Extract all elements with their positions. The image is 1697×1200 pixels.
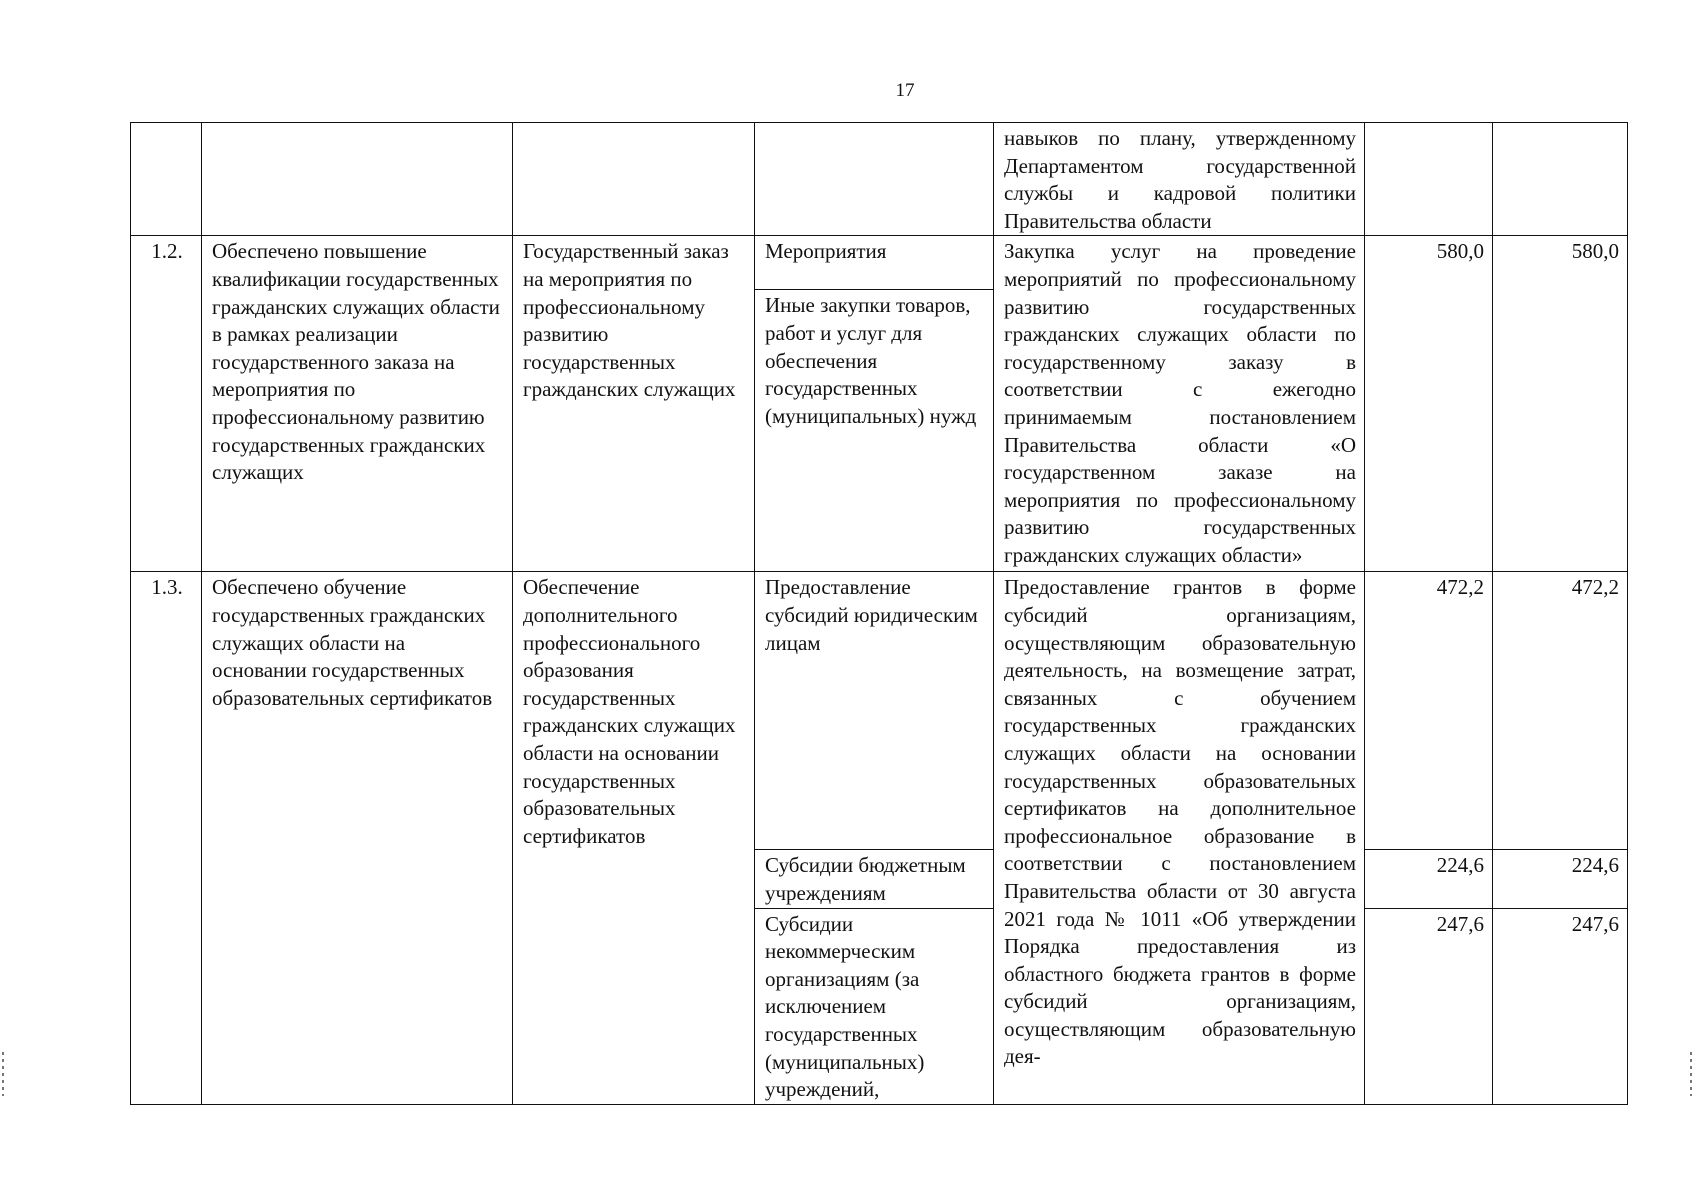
value-cell: 247,6	[1365, 908, 1493, 1104]
table-row	[131, 123, 1628, 236]
value-cell	[1493, 123, 1628, 236]
page-number: 17	[895, 80, 915, 101]
measure-cell: Государственный заказ на мероприятия по профессиональному развитию государственных гражданских служащих	[513, 236, 755, 572]
table-row	[131, 236, 1628, 290]
result-cell: Обеспечено обучение государственных гражданских служащих области на основании государственных образовательных сертификатов	[202, 572, 513, 1104]
scan-edge-mark-left	[2, 1052, 4, 1096]
value-cell	[1365, 123, 1493, 236]
measure-cell	[513, 123, 755, 236]
value-cell: 580,0	[1365, 236, 1493, 572]
value-cell: 224,6	[1493, 850, 1628, 908]
type-cell	[755, 123, 994, 236]
row-number: 1.3.	[131, 572, 202, 1104]
num-cell	[131, 123, 202, 236]
type-cell: Предоставление субсидий юридическим лицам	[755, 572, 994, 850]
value-cell: 580,0	[1493, 236, 1628, 572]
description-cell: навыков по плану, утвержденному Департаментом государственной службы и кадровой политики Правительства области	[994, 123, 1365, 236]
program-table	[130, 122, 1628, 1105]
scan-edge-mark-right	[1690, 1052, 1692, 1096]
measure-cell: Обеспечение дополнительного профессионального образования государственных гражданских служащих области на основании государственных образовательных сертификатов	[513, 572, 755, 1104]
result-cell	[202, 123, 513, 236]
description-cell: Закупка услуг на проведение мероприятий по профессиональному развитию государственных гражданских служащих области по государственному заказу в соответствии с ежегодно принимаемым постановлением Правительства области «О государственном заказе на мероприятия по профессиональному развитию государственных гражданских служащих области»	[994, 236, 1365, 572]
type-cell: Иные закупки товаров, работ и услуг для обеспечения государственных (муниципальных) нужд	[755, 290, 994, 572]
value-cell: 224,6	[1365, 850, 1493, 908]
result-cell: Обеспечено повышение квалификации государственных гражданских служащих области в рамках реализации государственного заказа на мероприятия по профессиональному развитию государственных гражданских служащих	[202, 236, 513, 572]
type-cell: Субсидии некоммерческим организациям (за исключением государственных (муниципальных) учреждений,	[755, 908, 994, 1104]
type-cell: Мероприятия	[755, 236, 994, 290]
value-cell: 247,6	[1493, 908, 1628, 1104]
type-cell: Субсидии бюджетным учреждениям	[755, 850, 994, 908]
value-cell: 472,2	[1493, 572, 1628, 850]
description-cell: Предоставление грантов в форме субсидий организациям, осуществляющим образовательную деятельность, на возмещение затрат, связанных с обучением государственных гражданских служащих области на основании государственных образовательных сертификатов на дополнительное профессиональное образование в соответствии с постановлением Правительства области от 30 августа 2021 года № 1011 «Об утверждении Порядка предоставления из областного бюджета грантов в форме субсидий организациям, осуществляющим образовательную дея-	[994, 572, 1365, 1104]
row-number: 1.2.	[131, 236, 202, 572]
value-cell: 472,2	[1365, 572, 1493, 850]
table-row	[131, 572, 1628, 850]
